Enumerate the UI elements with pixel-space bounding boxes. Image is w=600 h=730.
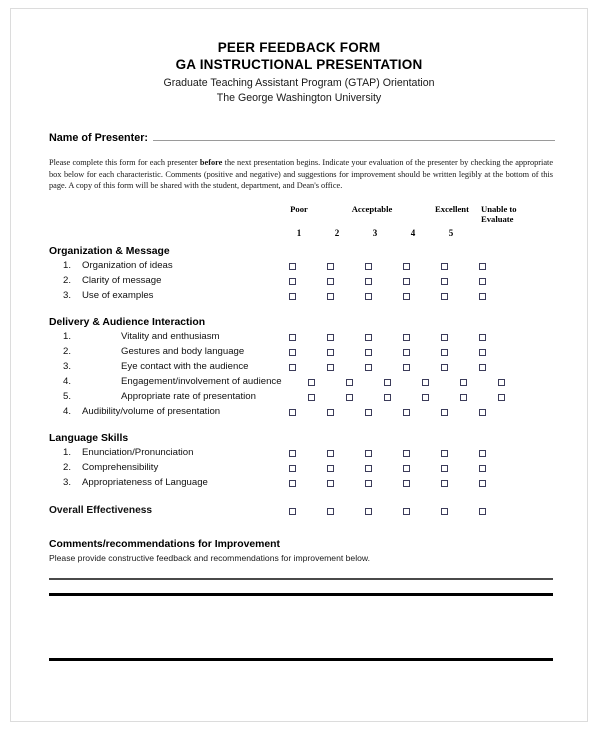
rating-checkbox[interactable] [289,293,296,300]
comments-rule-bottom [49,658,553,661]
scale-label-unable-line2: Evaluate [481,213,514,224]
rating-row [49,274,567,289]
presenter-name-row [11,132,587,144]
rating-checkbox[interactable] [289,480,296,487]
rating-row-label: Comprehensibility [82,461,159,473]
rating-row-number: 4. [63,405,72,417]
rating-checkbox[interactable] [327,480,334,487]
rating-row [49,476,567,491]
rating-row-number: 5. [63,390,72,402]
section-title: Delivery & Audience Interaction [49,316,206,328]
rating-row-label: Appropriateness of Language [82,476,208,488]
rating-checkbox[interactable] [403,278,410,285]
rating-checkbox[interactable] [422,394,429,401]
rating-checkbox[interactable] [365,465,372,472]
rating-checkbox[interactable] [460,394,467,401]
subtitle-line-1: Graduate Teaching Assistant Program (GTAP) Orientation [163,77,435,89]
rating-checkbox[interactable] [498,394,505,401]
scale-number-4: 4 [410,227,416,238]
overall-effectiveness-row [49,504,567,519]
rating-checkbox[interactable] [441,364,448,371]
title-line-2: GA INSTRUCTIONAL PRESENTATION [175,57,423,72]
rating-checkbox[interactable] [441,263,448,270]
rating-checkbox[interactable] [327,349,334,356]
scale-number-2: 2 [334,227,340,238]
subtitle-line-2: The George Washington University [216,92,382,104]
rating-checkbox[interactable] [365,293,372,300]
rating-checkbox[interactable] [479,263,486,270]
comments-rule-top [49,578,553,580]
rating-checkbox[interactable] [403,409,410,416]
comments-title: Comments/recommendations for Improvement [49,538,280,550]
rating-row [49,259,567,274]
rating-row [49,330,567,345]
rating-checkbox[interactable] [365,263,372,270]
form-page [10,8,588,722]
rating-row-label: Gestures and body language [121,345,245,357]
rating-row [49,345,567,360]
rating-checkbox[interactable] [422,379,429,386]
rating-row [49,360,567,375]
rating-checkbox[interactable] [441,450,448,457]
rating-row [49,446,567,461]
rating-row-number: 3. [63,360,72,372]
rating-checkbox[interactable] [441,293,448,300]
scale-header [49,204,567,246]
spacer [49,304,567,317]
rating-checkbox[interactable] [403,364,410,371]
rating-checkbox[interactable] [327,508,334,515]
rating-row-label: Enunciation/Pronunciation [82,446,194,458]
rating-checkbox[interactable] [289,349,296,356]
rating-checkbox[interactable] [289,508,296,515]
presenter-name-label: Name of Presenter: [49,132,149,144]
rating-checkbox[interactable] [479,508,486,515]
rating-checkbox[interactable] [289,334,296,341]
title-line-1: PEER FEEDBACK FORM [217,40,381,55]
rating-checkbox[interactable] [403,508,410,515]
rating-checkbox[interactable] [441,409,448,416]
rating-checkbox[interactable] [289,278,296,285]
rating-checkbox[interactable] [327,409,334,416]
rating-checkbox[interactable] [289,409,296,416]
rating-checkbox[interactable] [327,334,334,341]
rating-row [49,289,567,304]
rating-checkbox[interactable] [365,409,372,416]
rating-checkbox[interactable] [479,293,486,300]
rating-checkbox[interactable] [403,334,410,341]
instructions-text-part2: the next presentation begins. Indicate your evaluation of the presenter by checking the appropriate box below for each characteristic. Comments (positive and negative) and suggestions for improvement should be written legibly at the bottom of this page. A copy of this form will be shared with the student, department, and Dean's office. [49,158,553,191]
rating-checkbox[interactable] [365,364,372,371]
document-header [11,9,587,106]
rating-checkbox[interactable] [403,349,410,356]
rating-row-number: 2. [63,274,72,286]
rating-row [49,375,567,390]
rating-checkbox[interactable] [403,293,410,300]
rating-checkbox[interactable] [441,480,448,487]
rating-checkbox[interactable] [365,508,372,515]
rating-checkbox[interactable] [479,349,486,356]
instructions-paragraph [11,157,587,192]
rating-row-label: Vitality and enthusiasm [121,330,220,342]
rating-checkbox[interactable] [384,394,391,401]
instructions-text-part1: Please complete this form for each presenter [49,158,200,167]
rating-checkbox[interactable] [460,379,467,386]
rating-checkbox[interactable] [327,293,334,300]
rating-row [49,390,567,405]
sections-container [49,246,567,491]
overall-effectiveness-label: Overall Effectiveness [49,504,153,516]
section-title: Organization & Message [49,245,170,257]
rating-row-number: 2. [63,461,72,473]
comments-section [11,539,587,563]
rating-row-number: 3. [63,476,72,488]
scale-number-3: 3 [372,227,378,238]
rating-row-number: 1. [63,446,72,458]
rating-checkbox[interactable] [403,465,410,472]
rating-checkbox[interactable] [479,364,486,371]
rating-checkbox[interactable] [327,364,334,371]
rating-checkbox[interactable] [479,278,486,285]
comments-subtitle: Please provide constructive feedback and recommendations for improvement below. [49,552,371,563]
rating-checkbox[interactable] [327,263,334,270]
rating-row-number: 3. [63,289,72,301]
rating-checkbox[interactable] [327,465,334,472]
section-title: Language Skills [49,432,129,444]
rating-checkbox[interactable] [479,480,486,487]
presenter-name-input-line[interactable] [153,140,555,141]
rating-row-number: 4. [63,375,72,387]
rating-row-label: Appropriate rate of presentation [121,390,256,402]
rating-checkbox[interactable] [479,409,486,416]
rating-checkbox[interactable] [346,394,353,401]
rating-row-label: Engagement/involvement of audience [121,375,282,387]
rating-checkbox[interactable] [327,450,334,457]
rating-checkbox[interactable] [403,450,410,457]
scale-label-excellent: Excellent [435,203,469,214]
rating-checkbox[interactable] [365,334,372,341]
rating-row-number: 1. [63,259,72,271]
rating-checkbox[interactable] [289,465,296,472]
rating-checkbox[interactable] [365,480,372,487]
rating-row-label: Organization of ideas [82,259,173,271]
rating-checkbox[interactable] [365,450,372,457]
rating-checkbox[interactable] [441,278,448,285]
instructions-emphasis: before [199,158,223,167]
rating-checkbox[interactable] [308,394,315,401]
spacer [49,420,567,433]
rating-row [49,405,567,420]
rating-checkbox[interactable] [289,263,296,270]
rating-checkbox[interactable] [365,349,372,356]
rating-checkbox[interactable] [384,379,391,386]
rating-row-number: 2. [63,345,72,357]
rating-checkbox[interactable] [441,465,448,472]
scale-number-5: 5 [448,227,454,238]
rating-checkbox[interactable] [441,334,448,341]
rating-checkbox[interactable] [403,263,410,270]
scale-number-1: 1 [296,227,302,238]
rating-row-label: Audibility/volume of presentation [82,405,221,417]
rating-row-label: Clarity of message [82,274,162,286]
comments-rule-middle [49,593,553,596]
rating-checkbox[interactable] [441,349,448,356]
rating-checkbox[interactable] [327,278,334,285]
rating-checkbox[interactable] [479,465,486,472]
rating-checkbox[interactable] [289,450,296,457]
scale-label-poor: Poor [290,203,308,214]
rating-row-label: Use of examples [82,289,154,301]
rating-checkbox[interactable] [498,379,505,386]
scale-label-acceptable: Acceptable [351,203,393,214]
rating-row-label: Eye contact with the audience [121,360,249,372]
rating-row [49,461,567,476]
rating-checkbox[interactable] [403,480,410,487]
scale-label-unable-to-evaluate [481,204,535,224]
rating-checkbox[interactable] [365,278,372,285]
rating-grid [11,204,587,519]
rating-checkbox[interactable] [289,364,296,371]
rating-checkbox[interactable] [441,508,448,515]
rating-checkbox[interactable] [308,379,315,386]
spacer [49,491,567,504]
rating-row-number: 1. [63,330,72,342]
rating-checkbox[interactable] [479,450,486,457]
rating-checkbox[interactable] [346,379,353,386]
rating-checkbox[interactable] [479,334,486,341]
scale-label-unable-line1: Unable to [481,203,517,214]
